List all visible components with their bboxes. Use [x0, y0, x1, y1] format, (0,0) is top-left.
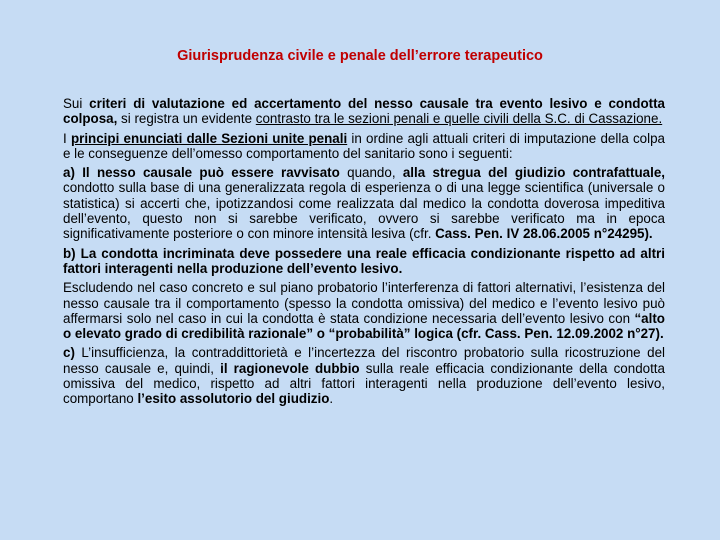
paragraph-3 [63, 165, 665, 241]
text-run: L’insufficienza, la contraddittorietà e l’incertezza del riscontro probatorio sulla ricostruzione del nesso causale e, quindi, [63, 345, 665, 376]
paragraph-5 [63, 280, 665, 341]
text-run: condotto sulla base di una generalizzata regola di esperienza o di una legge scientifica (universale o statistica) si accerti che, ipotizzandosi come realizzata dal medico la condotta doverosa impeditiva dell’evento, questo non si sarebbe verificato, ovvero si sarebbe verificato ma in epoca significativamente posteriore o con minore intensità lesiva (cfr. [63, 180, 665, 242]
bold-text: a) Il nesso causale può essere ravvisato [63, 165, 340, 181]
paragraph-6 [63, 345, 665, 406]
underlined-text: contrasto tra le sezioni penali e quelle civili della S.C. di Cassazione. [255, 111, 663, 127]
text-run: Sui [63, 96, 90, 111]
paragraph-2 [63, 131, 665, 162]
bold-underlined-text: principi enunciati dalle Sezioni unite penali [70, 130, 348, 146]
bold-text: “alto o elevato grado di credibilità razionale” o “probabilità” logica (cfr. Cass. Pen. 12.09.2002 n°27). [63, 310, 665, 342]
bold-text: b) La condotta incriminata deve possedere una reale efficacia condizionante rispetto ad altri fattori interagenti nella produzione dell’evento lesivo. [63, 245, 665, 276]
text-run: si registra un evidente [117, 111, 256, 127]
text-run: I [63, 130, 71, 146]
bold-text: alla stregua del giudizio contrafattuale, [402, 165, 665, 181]
slide-title: Giurisprudenza civile e penale dell’errore terapeutico [177, 48, 543, 64]
text-run: . [329, 391, 334, 407]
text-run: Escludendo nel caso concreto e sul piano probatorio l’interferenza di fattori alternativi, l’esistenza del nesso causale tra il comportamento (spesso la condotta omissiva) del medico e l’evento lesivo può affermarsi solo nel caso in cui la condotta è stata condizione necessaria dell’evento lesivo con [63, 280, 665, 326]
text-run: quando, [339, 165, 403, 181]
paragraph-4 [63, 246, 665, 277]
text-run: sulla reale efficacia condizionante della condotta omissiva del medico, rispetto ad altri fattori interagenti nella produzione dell’evento lesivo, comportano [63, 360, 665, 407]
bold-text: c) [63, 345, 75, 361]
bold-text: Cass. Pen. IV 28.06.2005 n°24295). [435, 226, 653, 242]
text-run: in ordine agli attuali criteri di imputazione della colpa e le conseguenze dell’omesso comportamento del sanitario sono i seguenti: [63, 130, 665, 161]
bold-text: il ragionevole dubbio [220, 360, 360, 376]
bold-text: criteri di valutazione ed accertamento del nesso causale tra evento lesivo e condotta colposa, [63, 96, 666, 127]
paragraph-1 [63, 96, 665, 127]
bold-text: l’esito assolutorio del giudizio [137, 391, 330, 407]
slide-body [63, 96, 665, 411]
